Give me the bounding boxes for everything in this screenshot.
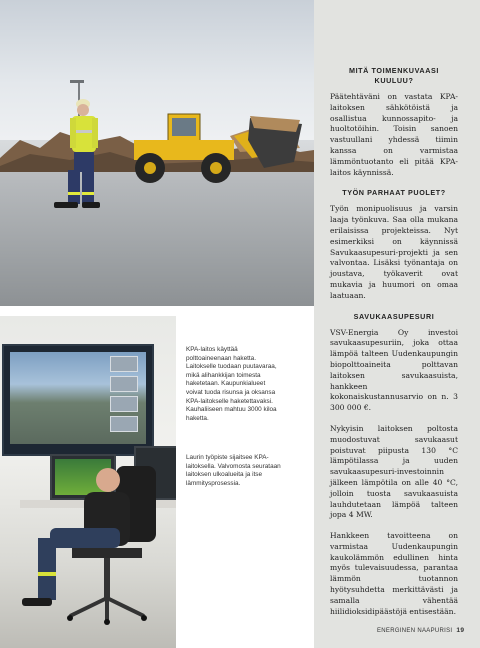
article-paragraph: Hankkeen tavoitteena on varmistaa Uudenkaupungin kaukolämmön edullinen hinta myös tulevaisuudessa, parantaa lämmön tuotannon hyötysuhdetta merkittävästi ja samalla vähentää hiilidioksidipäästöjä entisestään. [330, 531, 458, 616]
article-paragraph: Päätehtäväni on vastata KPA-laitoksen sähkötöistä ja osallistua kunnossapito- ja huoltotöihin. Toisin sanoen vastuullani yhdessä tiimin kanssa on varmistaa lämmöntuotanto eli pitää KPA-laitos käynnissä. [330, 92, 458, 177]
page-footer [377, 627, 464, 634]
photo-asphalt [0, 172, 314, 306]
footer-publication-label: ENERGINEN NAAPURISI [377, 628, 453, 634]
photo-caption-control-room: Laurin työpiste sijaitsee KPA-laitoksella. Valvomosta seurataan laitoksen ulkoalueita ja itse lämmitysprosessia. [186, 454, 281, 487]
photo-camera-tile [110, 396, 138, 412]
photo-wheel-loader [124, 110, 302, 186]
article-paragraph: VSV-Energia Oy investoi savukaasupesuriin, joka ottaa lämpöä talteen Uudenkaupungin biopolttoaineita polttavan laitoksen savukaasuista, hankkeen kokonaiskustannusarvio on n. 3 300 000 €. [330, 327, 458, 413]
section-heading: SAVUKAASUPESURI [353, 311, 435, 321]
photo-monitoring-screen [2, 344, 154, 456]
photo-camera-tile [110, 416, 138, 432]
photo-camera-tile [110, 376, 138, 392]
section-heading: TYÖN PARHAAT PUOLET? [342, 188, 446, 198]
photo-wood-yard-loader [0, 0, 314, 306]
photo-caption-wood-chips: KPA-laitos käyttää polttoaineenaan haketta. Laitokselle tuodaan puutavaraa, mikä alihankkijan toimesta haketetaan. Kaupunkialueet voivat tuoda risunsa ja oksansa KPA-laitokselle haketettavaksi. Kauhaliiseen mahtuu 3000 kiloa haketta. [186, 346, 277, 422]
photo-worker-hivis [52, 96, 108, 210]
article-paragraph: Nykyisin laitoksen poltosta muodostuvat savukaasut poistuvat piipusta 130 °C lämpötilassa ja uuden savukaasupesuri-investoinnin jälkeen lämpötila on alle 40 °C, jolloin tuosta savukaasuista lauhdutetaan lämpöä talteen jopa 4 MW. [330, 423, 458, 520]
article-column [330, 66, 458, 627]
photo-camera-tile [110, 356, 138, 372]
section-heading: MITÄ TOIMENKUVAASI KUULUU? [349, 66, 439, 85]
article-paragraph: Työn monipuolisuus ja varsin laaja työnkuva. Saa olla mukana erilaisissa projekteissa. Nyt esimerkiksi on käynnissä Savukaasupesuri-projekti ja sen valvontaa. Lisäksi työnantaja on joustava, työkaverit ovat mukavia ja huumori on omaa laatuaan. [330, 204, 458, 300]
page-number: 19 [456, 627, 465, 634]
photo-lamp-head [70, 80, 84, 83]
photo-seated-worker [20, 460, 170, 648]
photo-control-room [0, 316, 176, 648]
